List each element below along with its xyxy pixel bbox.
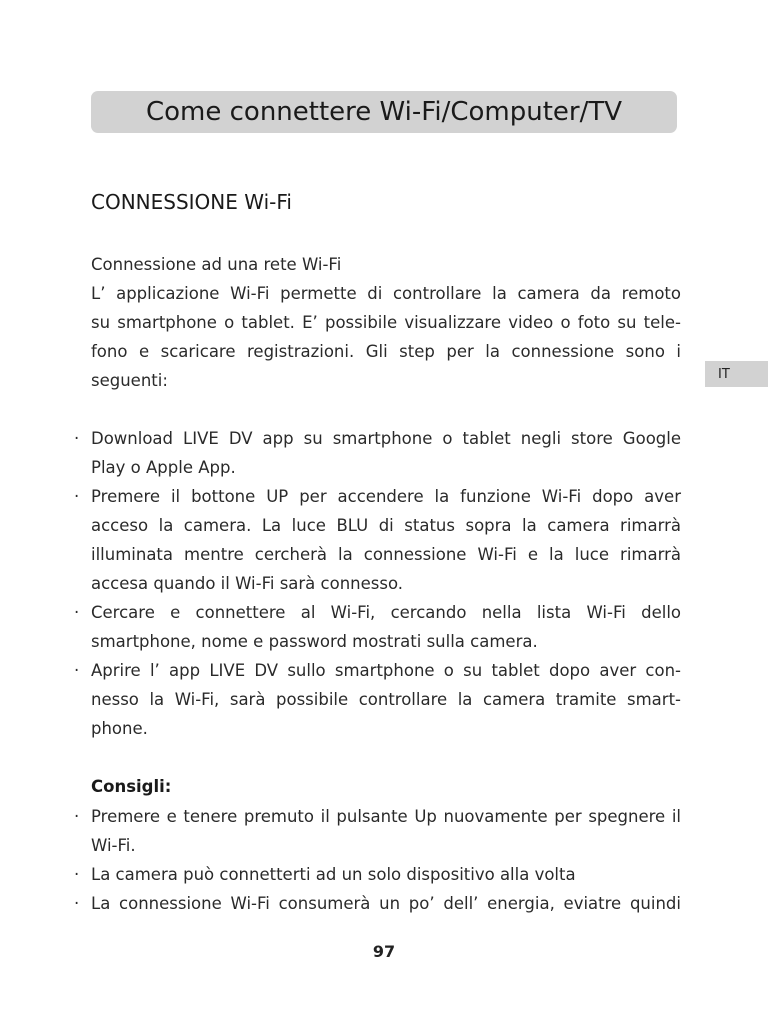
bullet-marker: · <box>74 894 80 913</box>
list-item-line: illuminata mentre cercherà la connessione Wi-Fi e la luce rimarrà <box>91 545 681 564</box>
intro-line: fono e scaricare registrazioni. Gli step per la connessione sono i <box>91 342 681 361</box>
list-item-line: accesa quando il Wi-Fi sarà connesso. <box>91 574 404 593</box>
list-item-line: Premere il bottone UP per accendere la funzione Wi-Fi dopo aver <box>91 487 681 506</box>
list-item-line: smartphone, nome e password mostrati sulla camera. <box>91 632 538 651</box>
list-item-line: acceso la camera. La luce BLU di status sopra la camera rimarrà <box>91 516 681 535</box>
bullet-marker: · <box>74 661 80 680</box>
list-item-line: nesso la Wi-Fi, sarà possibile controllare la camera tramite smart- <box>91 690 681 709</box>
tip-line: Wi-Fi. <box>91 836 136 855</box>
intro-line: seguenti: <box>91 371 168 390</box>
bullet-marker: · <box>74 807 80 826</box>
intro-line: Connessione ad una rete Wi-Fi <box>91 255 342 274</box>
language-tab: IT <box>705 361 768 387</box>
tip-line: La connessione Wi-Fi consumerà un po’ dell’ energia, eviatre quindi <box>91 894 681 913</box>
list-item-line: phone. <box>91 719 148 738</box>
intro-line: L’ applicazione Wi-Fi permette di controllare la camera da remoto <box>91 284 681 303</box>
bullet-marker: · <box>74 603 80 622</box>
section-heading: CONNESSIONE Wi-Fi <box>91 190 292 214</box>
list-item-line: Download LIVE DV app su smartphone o tablet negli store Google <box>91 429 681 448</box>
bullet-marker: · <box>74 865 80 884</box>
page-title: Come connettere Wi-Fi/Computer/TV <box>91 91 677 133</box>
bullet-marker: · <box>74 429 80 448</box>
tip-line: Premere e tenere premuto il pulsante Up nuovamente per spegnere il <box>91 807 681 826</box>
list-item-line: Play o Apple App. <box>91 458 236 477</box>
list-item-line: Cercare e connettere al Wi-Fi, cercando nella lista Wi-Fi dello <box>91 603 681 622</box>
list-item-line: Aprire l’ app LIVE DV sullo smartphone o su tablet dopo aver con- <box>91 661 681 680</box>
bullet-marker: · <box>74 487 80 506</box>
tip-line: La camera può connetterti ad un solo dispositivo alla volta <box>91 865 576 884</box>
tips-heading: Consigli: <box>91 777 172 796</box>
page-number: 97 <box>372 942 396 961</box>
intro-line: su smartphone o tablet. E’ possibile visualizzare video o foto su tele- <box>91 313 681 332</box>
